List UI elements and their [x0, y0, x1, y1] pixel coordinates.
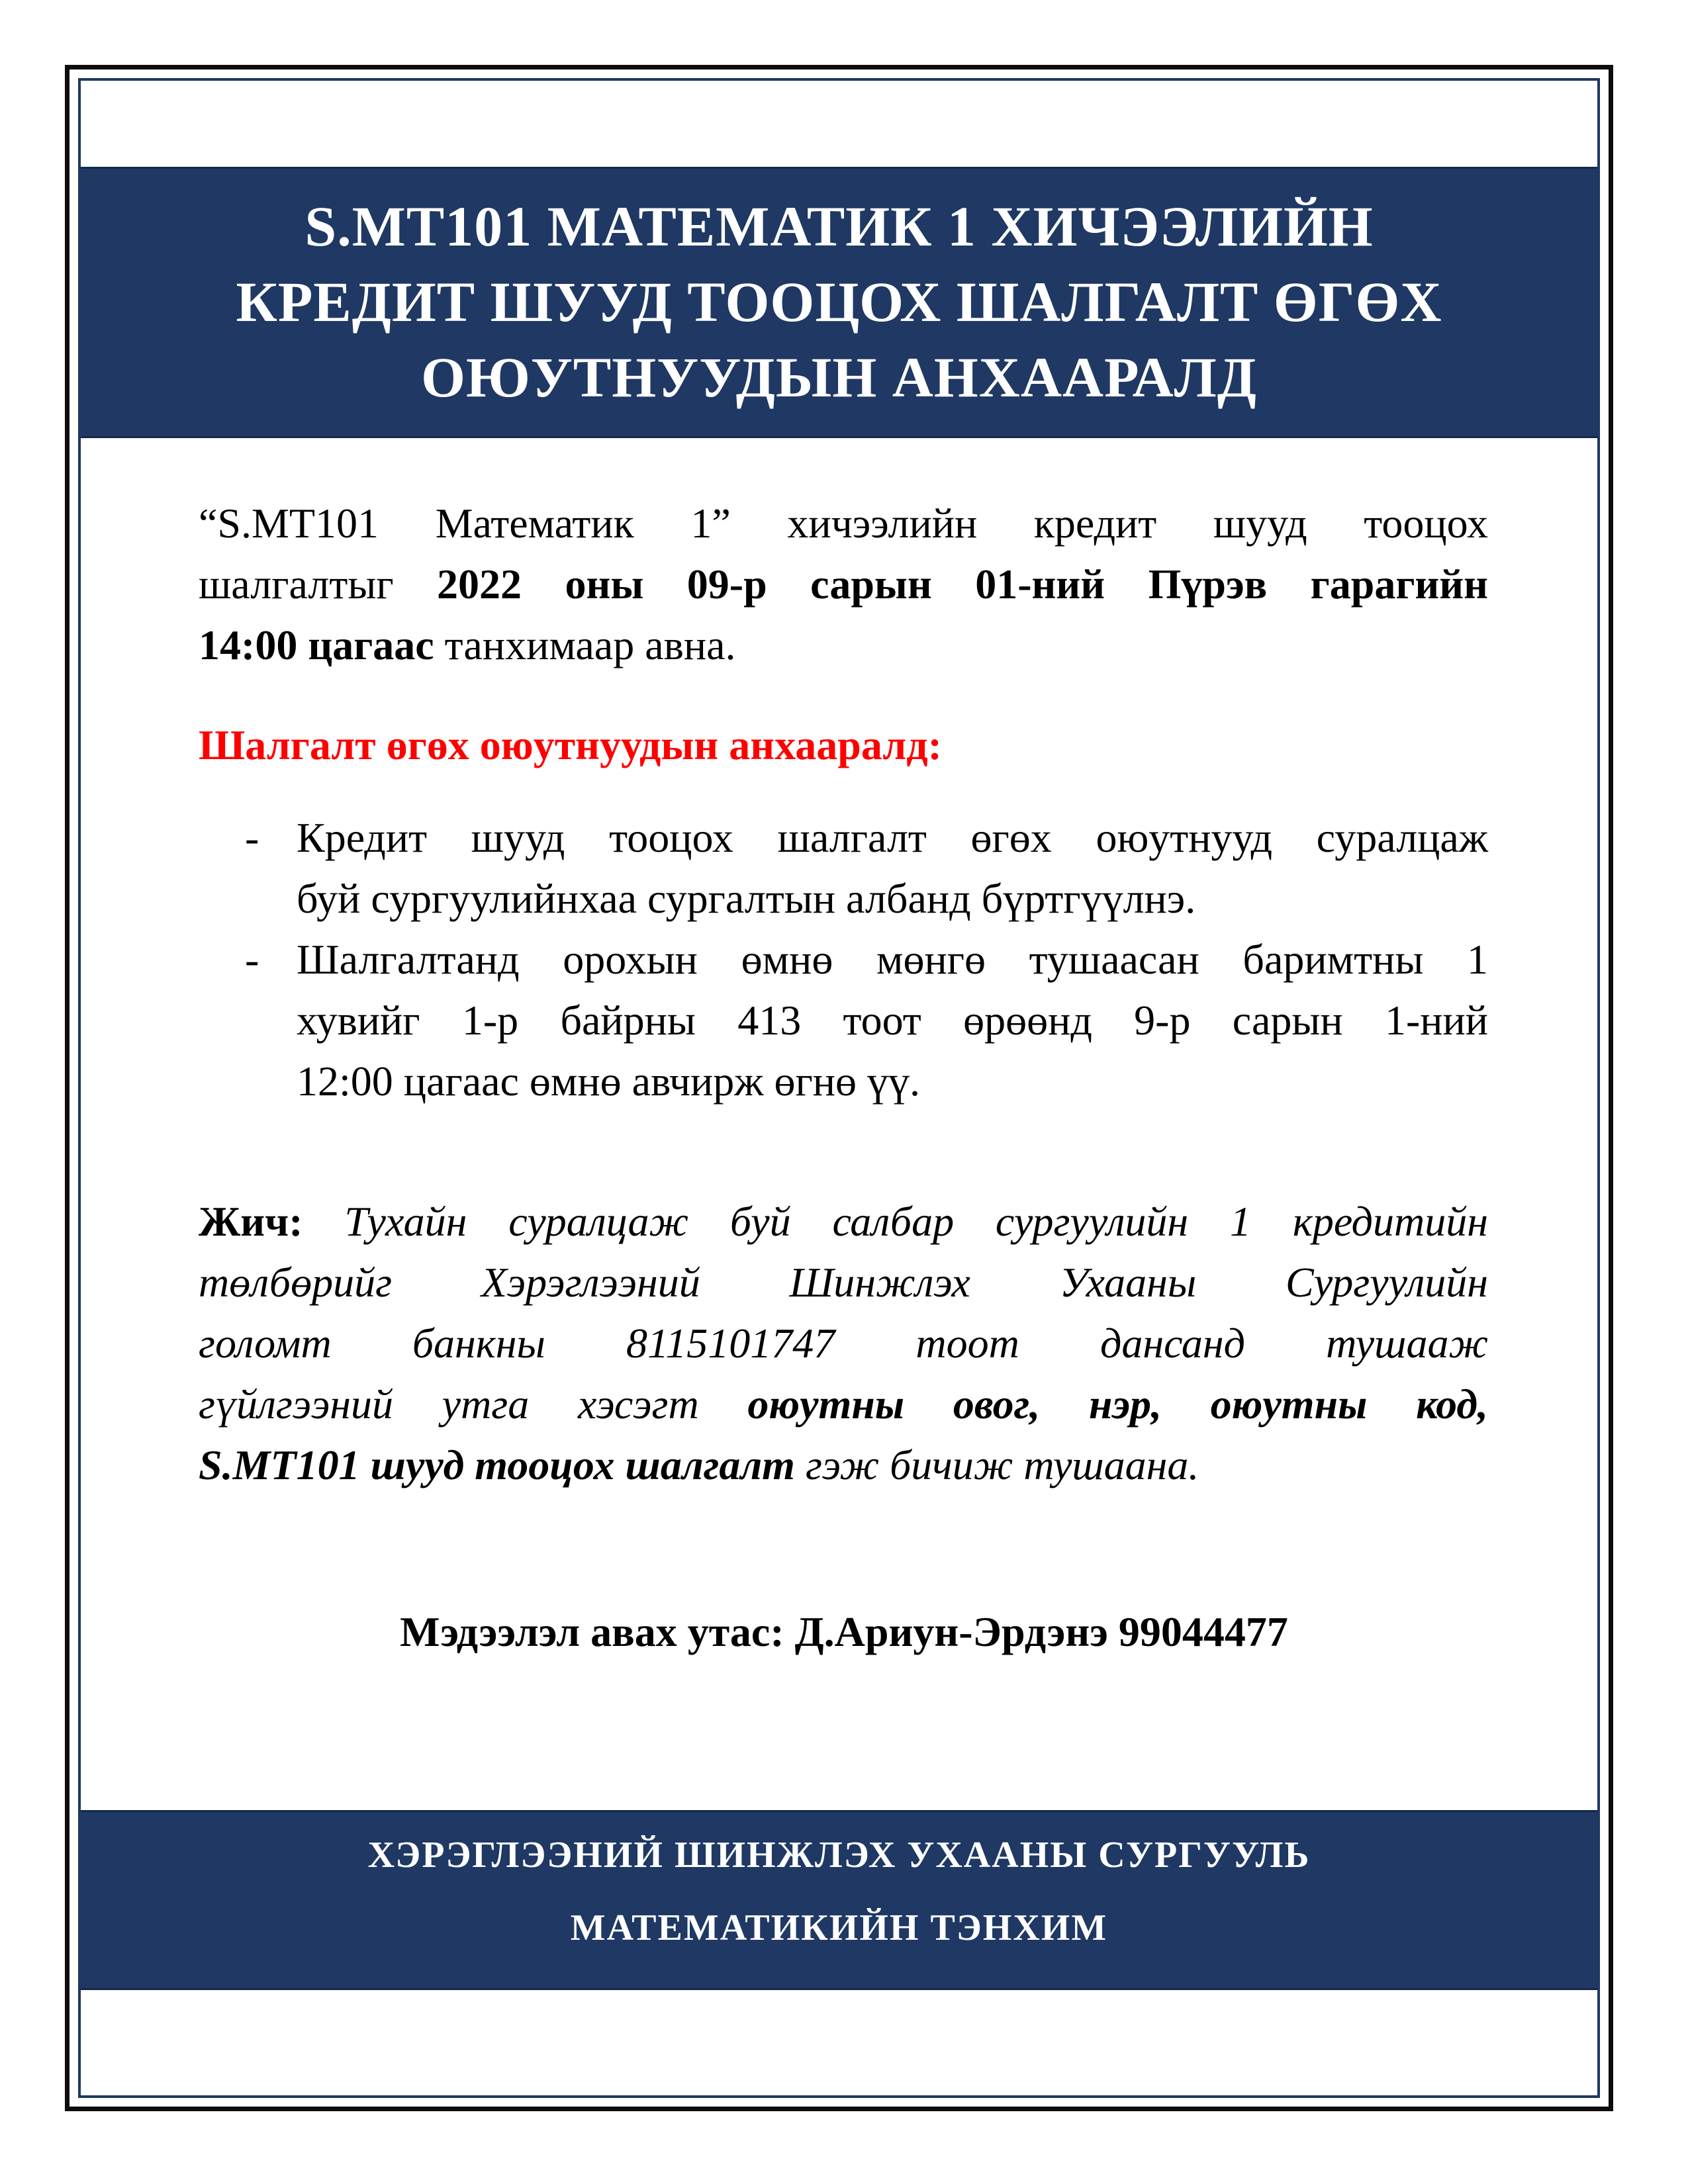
header-banner: [81, 167, 1597, 438]
note-line-5: [199, 1435, 1488, 1496]
note-line-3: голомт банкны 8115101747 тоот дансанд тушааж: [199, 1320, 1488, 1367]
title-line-2: КРЕДИТ ШУУД ТООЦОХ ШАЛГАЛТ ӨГӨХ: [236, 270, 1442, 334]
note-payment-details: оюутны овог, нэр, оюутны код,: [747, 1381, 1489, 1428]
intro-line-2-text: шалгалтыг: [199, 561, 438, 608]
instructions-list: [199, 807, 1488, 1112]
dash-bullet-icon: -: [245, 814, 259, 861]
list-item-line: Кредит шууд тооцох шалгалт өгөх оюутнууд суралцаж: [297, 814, 1488, 861]
title-line-3: ОЮУТНУУДЫН АНХААРАЛД: [421, 345, 1257, 409]
dash-bullet-icon: -: [245, 936, 259, 983]
intro-paragraph: [199, 493, 1488, 676]
note-paragraph: [199, 1191, 1488, 1496]
page-title: [81, 189, 1597, 415]
intro-line-1: “S.MT101 Математик 1” хичээлийн кредит шууд тооцох: [199, 500, 1488, 547]
exam-date: 2022 оны 09-р сарын 01-ний Пүрэв гарагийн: [437, 561, 1489, 608]
footer-school-name: ХЭРЭГЛЭЭНИЙ ШИНЖЛЭХ УХААНЫ СУРГУУЛЬ: [367, 1835, 1311, 1876]
note-line-4-text: гүйлгээний утга хэсэгт: [199, 1381, 748, 1428]
list-item-line: 12:00 цагаас өмнө авчирж өгнө үү.: [297, 1058, 920, 1105]
attention-heading: Шалгалт өгөх оюутнуудын анхааралд:: [199, 721, 942, 768]
list-item: [199, 929, 1488, 1112]
intro-line-3: [199, 615, 1488, 676]
contact-info: Мэдээлэл авах утас: Д.Ариун-Эрдэнэ 99044477: [400, 1608, 1288, 1655]
intro-line-3-text: танхимаар авна.: [434, 621, 736, 668]
footer-banner: [81, 1810, 1597, 1990]
exam-time: 14:00 цагаас: [199, 621, 434, 668]
list-item-line: Шалгалтанд орохын өмнө мөнгө тушаасан баримтны 1: [297, 936, 1488, 983]
note-line-2: төлбөрийг Хэрэглээний Шинжлэх Ухааны Сургуулийн: [199, 1259, 1488, 1306]
list-item-line: буй сургуулийнхаа сургалтын албанд бүртгүүлнэ.: [297, 875, 1196, 922]
note-line-1-text: Тухайн суралцаж буй салбар сургуулийн 1 кредитийн: [303, 1198, 1488, 1245]
footer-department-name: МАТЕМАТИКИЙН ТЭНХИМ: [570, 1907, 1108, 1948]
note-line-1: [199, 1191, 1488, 1252]
title-line-1: S.MT101 МАТЕМАТИК 1 ХИЧЭЭЛИЙН: [305, 195, 1374, 258]
note-payment-purpose: S.MT101 шууд тооцох шалгалт: [199, 1441, 795, 1488]
note-line-5-text: гэж бичиж тушаана.: [794, 1441, 1199, 1488]
note-line-4: [199, 1374, 1488, 1435]
note-label: Жич:: [199, 1198, 303, 1245]
list-item-line: хувийг 1-р байрны 413 тоот өрөөнд 9-р сарын 1-ний: [297, 997, 1488, 1044]
intro-line-2: [199, 554, 1488, 615]
list-item: [199, 807, 1488, 929]
